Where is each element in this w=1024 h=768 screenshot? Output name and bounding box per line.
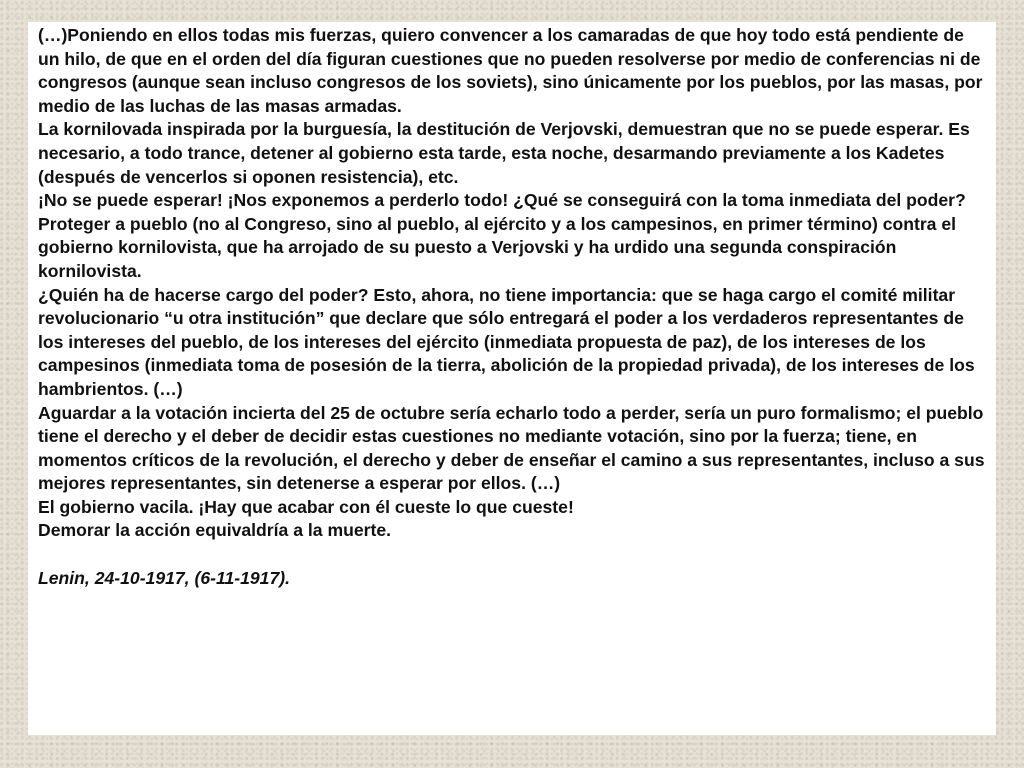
paragraph-no-esperar: ¡No se puede esperar! ¡Nos exponemos a perderlo todo! ¿Qué se conseguirá con la toma inmediata del poder? Proteger a pueblo (no al Congreso, sino al pueblo, al ejército y a los campesinos, en primer término) contra el gobierno kornilovista, que ha arrojado de su puesto a Verjovski y ha urdido una segunda conspiración kornilovista. — [38, 190, 966, 281]
blank-line — [38, 543, 986, 567]
paragraph-demorar: Demorar la acción equivaldría a la muerte. — [38, 520, 392, 541]
paragraph-votacion: Aguardar a la votación incierta del 25 de octubre sería echarlo todo a perder, sería un puro formalismo; el pueblo tiene el derecho y el deber de decidir estas cuestiones no mediante votación, sino por la fuerza; tiene, en momentos críticos de la revolución, el derecho y deber de enseñar el camino a sus representantes, incluso a sus mejores representantes, sin detenerse a esperar por ellos. (…) — [38, 402, 985, 494]
paragraph-gobierno-vacila: El gobierno vacila. ¡Hay que acabar con él cueste lo que cueste! — [38, 496, 574, 517]
paragraph-intro: (…)Poniendo en ellos todas mis fuerzas, quiero convencer a los camaradas de que hoy todo está pendiente de un hilo, de que en el orden del día figuran cuestiones que no pueden resolverse por medio de conferencias ni de congresos (aunque sean incluso congresos de los soviets), sino únicamente por los pueblos, por las masas, por medio de las luchas de las masas armadas. — [38, 25, 983, 116]
paragraph-quien-poder: ¿Quién ha de hacerse cargo del poder? Esto, ahora, no tiene importancia: que se haga cargo el comité militar revolucionario “u otra institución” que declare que sólo entregará el poder a los verdaderos representantes de los intereses del pueblo, de los intereses del ejército (inmediata propuesta de paz), de los intereses de los campesinos (inmediata toma de posesión de la tierra, abolición de la propiedad privada), de los intereses de los hambrientos. (…) — [38, 284, 975, 399]
document-page — [28, 22, 996, 735]
signature: Lenin, 24-10-1917, (6-11-1917). — [38, 567, 290, 588]
paragraph-kornilovada: La kornilovada inspirada por la burguesía, la destitución de Verjovski, demuestran que no se puede esperar. Es necesario, a todo trance, detener al gobierno esta tarde, esta noche, desarmando previamente a los Kadetes (después de vencerlos si oponen resistencia), etc. — [38, 119, 970, 187]
